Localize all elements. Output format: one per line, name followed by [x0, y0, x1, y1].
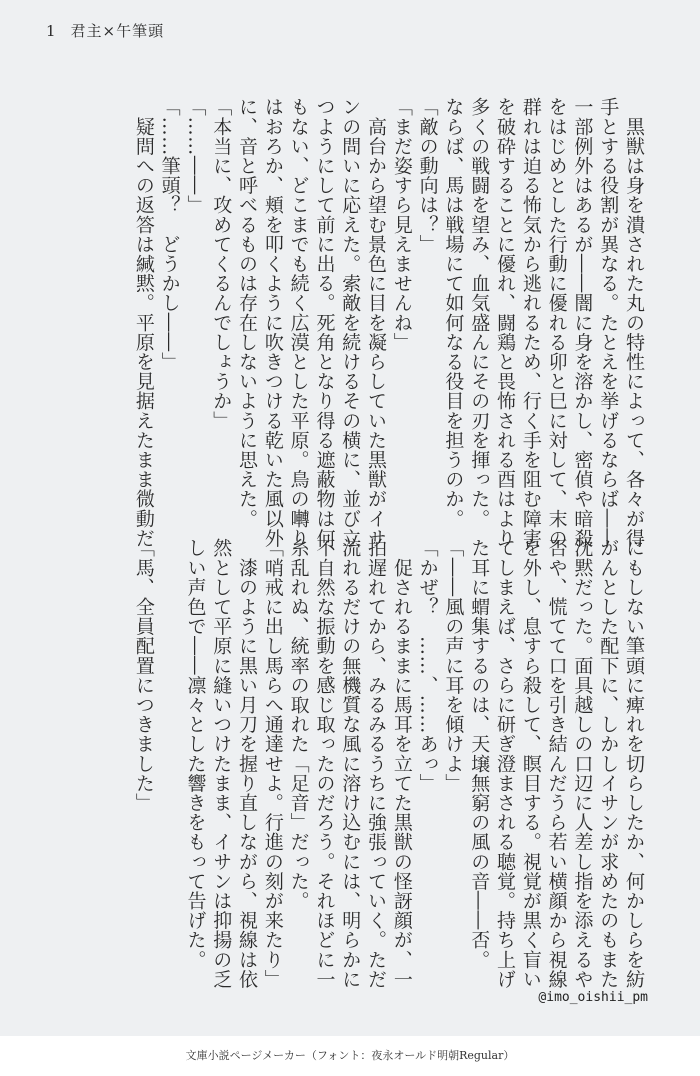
- text-line: 促されるままに馬耳を立てた黒獣の怪訝顔が、一: [390, 538, 413, 989]
- text-line: をはじめとした行動に優れる卯と巳に対して、末の: [545, 97, 568, 548]
- text-line: 群れは迫る怖気から逃れるため、行く手を阻む障害: [519, 97, 542, 548]
- text-line: ンの問いに応えた。索敵を続けるその横に、並び立: [339, 97, 362, 548]
- text-line: にもしない筆頭に痺れを切らしたか、何かしらを紡: [623, 538, 645, 989]
- text-block-bottom: [46, 538, 646, 989]
- page-header: [46, 20, 164, 41]
- text-line: 「まだ姿すら見えませんね」: [390, 97, 413, 352]
- text-line: 否や、慌てて口を引き結んだうら若い横顔から視線: [545, 538, 568, 989]
- text-line: を外し、息すら殺して、瞑目する。視覚が黒く盲い: [519, 538, 542, 989]
- page-footer: 文庫小説ページメーカー（フォント：夜永オールド明朝Regular）: [185, 1049, 515, 1062]
- author-credit: @imo_oishii_pm: [538, 990, 648, 1005]
- text-line: しい声色で――凛々とした響きをもって告げた。: [184, 538, 207, 970]
- text-line: 一部例外はあるが――闇に身を溶かし、密偵や暗殺: [571, 97, 594, 548]
- text-line: 疑問への返答は緘黙。平原を見据えたまま微動だ: [132, 97, 155, 548]
- text-line-blank: [156, 538, 182, 958]
- text-line: 流れるだけの無機質な風に溶け込むには、明らかに: [339, 538, 362, 989]
- page-number: 1: [46, 22, 57, 40]
- text-line: ならば、馬は戦場にて如何なる役目を担うのか。: [442, 97, 465, 529]
- text-line: 「本当に、攻めてくるんでしょうか」: [210, 97, 233, 431]
- text-line: 「……筆頭？ どうかし――」: [158, 97, 181, 372]
- text-line: 沈黙だった。面具越しの口辺に人差し指を添えるや: [571, 538, 594, 989]
- text-line: 黒獣は身を潰された丸の特性によって、各々が得: [623, 97, 645, 548]
- text-line: 「馬、全員配置につきました」: [132, 538, 155, 813]
- text-line: はおろか、頬を叩くように吹きつける乾いた風以外: [261, 97, 284, 548]
- text-line: 不自然な振動を感じ取ったのだろう。それほどに一: [313, 538, 336, 989]
- text-line: た耳に蝟集するのは、天壌無窮の風の音――否。: [468, 538, 491, 970]
- text-line: 「……――」: [184, 97, 207, 215]
- text-line: 然として平原に縫いつけたまま、イサンは抑揚の乏: [210, 538, 233, 989]
- chapter-title: 君主×午筆頭: [70, 22, 165, 40]
- text-line: 手とする役割が異なる。たとえを挙げるならば――: [597, 97, 620, 548]
- text-line: 「かぜ？ ……、……あっ」: [416, 538, 439, 793]
- text-line: 拍遅れてから、みるみるうちに強張っていく。ただ: [365, 538, 388, 989]
- text-line: 「――風の声に耳を傾けよ」: [442, 538, 465, 793]
- text-block-top: [46, 97, 646, 548]
- text-line: 「敵の動向は？」: [416, 97, 439, 254]
- text-line: もない、どこまでも続く広漠とした平原。鳥の囀り: [287, 97, 310, 548]
- text-line: 高台から望む景色に目を凝らしていた黒獣がイサ: [365, 97, 388, 548]
- text-line: 漆のように黒い月刀を握り直しながら、視線は依: [236, 538, 259, 989]
- text-line: がんとした配下に、しかしイサンが求めたのもまた: [597, 538, 620, 989]
- text-line: てしまえば、さらに研ぎ澄まされる聴覚。持ち上げ: [494, 538, 517, 989]
- text-line: 「哨戒に出し馬らへ通達せよ。行進の刻が来たり」: [261, 538, 284, 989]
- text-line: 糸乱れぬ、統率の取れた「足音」だった。: [287, 538, 310, 911]
- text-line: 多くの戦闘を望み、血気盛んにその刃を揮った。: [468, 97, 491, 529]
- text-line: つようにして前に出る。死角となり得る遮蔽物は何: [313, 97, 336, 548]
- text-line: を破砕することに優れ、闘鶏と畏怖される酉はより: [494, 97, 517, 548]
- text-line: に、音と呼べるものは存在しないように思えた。: [236, 97, 259, 529]
